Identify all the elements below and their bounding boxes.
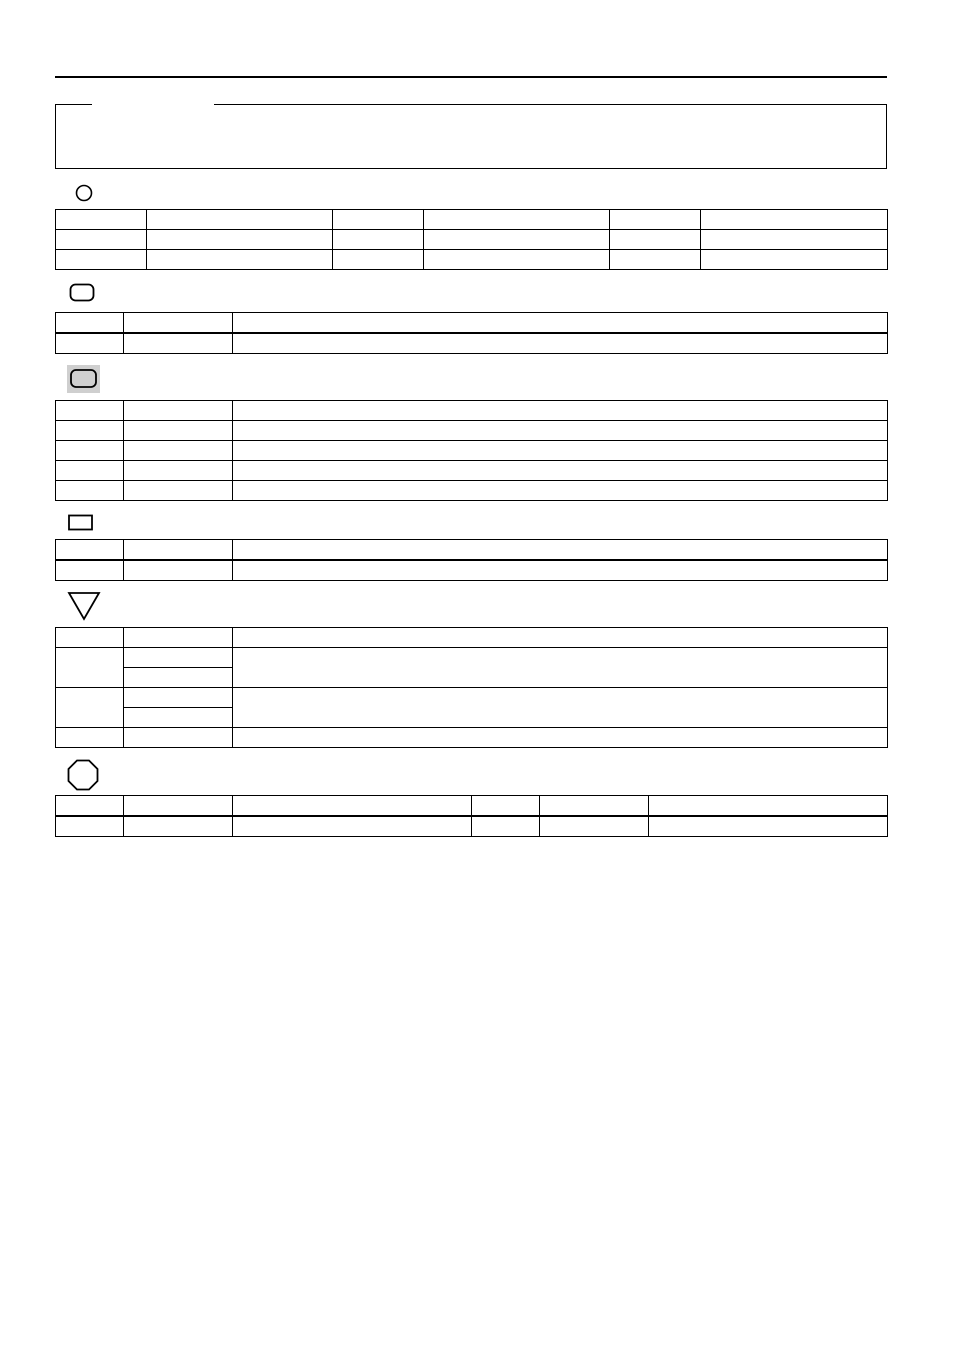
table-cell <box>701 230 888 250</box>
table-cell <box>56 648 124 688</box>
table-row <box>56 628 888 648</box>
table-cell <box>233 540 888 561</box>
shaded-rounded-rect-table <box>55 400 888 501</box>
table-cell <box>333 230 424 250</box>
table-cell <box>56 728 124 748</box>
table-row <box>56 210 888 230</box>
table-cell <box>56 560 124 581</box>
table-cell <box>424 230 610 250</box>
table-row <box>56 250 888 270</box>
circle-table <box>55 209 888 270</box>
table-cell <box>472 796 540 817</box>
table-cell <box>124 816 233 837</box>
table-cell <box>56 628 124 648</box>
table-row <box>56 401 888 421</box>
table-cell <box>649 816 888 837</box>
table-cell <box>124 481 233 501</box>
table-cell <box>56 540 124 561</box>
table-cell <box>233 560 888 581</box>
table-cell <box>56 333 124 354</box>
table-cell <box>233 421 888 441</box>
table-header-row <box>56 796 888 817</box>
table-cell <box>56 313 124 334</box>
table-cell <box>124 421 233 441</box>
table-cell <box>701 250 888 270</box>
triangle-down-icon <box>67 591 101 621</box>
table-row <box>56 688 888 708</box>
table-row <box>56 481 888 501</box>
table-cell <box>124 333 233 354</box>
header-rule <box>55 76 887 78</box>
table-cell <box>233 728 888 748</box>
table-cell <box>56 401 124 421</box>
table-cell <box>424 210 610 230</box>
table-cell <box>540 796 649 817</box>
table-row <box>56 461 888 481</box>
rounded-rect-icon <box>69 283 95 303</box>
table-cell <box>124 688 233 708</box>
table-cell <box>649 796 888 817</box>
table-cell <box>701 210 888 230</box>
table-cell <box>56 688 124 728</box>
table-cell <box>472 816 540 837</box>
table-cell <box>56 210 147 230</box>
table-cell <box>56 421 124 441</box>
note-label <box>92 102 214 107</box>
table-cell <box>124 441 233 461</box>
table-cell <box>124 540 233 561</box>
table-cell <box>233 796 472 817</box>
table-cell <box>56 250 147 270</box>
table-row <box>56 421 888 441</box>
table-row <box>56 441 888 461</box>
table-cell <box>233 816 472 837</box>
rounded-rect-table <box>55 312 888 354</box>
table-cell <box>56 441 124 461</box>
table-cell <box>147 250 333 270</box>
table-cell <box>147 210 333 230</box>
table-header-row <box>56 313 888 334</box>
table-cell <box>610 250 701 270</box>
triangle-table <box>55 627 888 748</box>
table-cell <box>124 401 233 421</box>
table-header-row <box>56 540 888 561</box>
table-cell <box>233 441 888 461</box>
rectangle-icon <box>68 514 94 532</box>
table-cell <box>233 648 888 688</box>
table-cell <box>124 461 233 481</box>
table-cell <box>610 230 701 250</box>
table-row <box>56 648 888 668</box>
table-cell <box>56 796 124 817</box>
table-cell <box>56 481 124 501</box>
note-text <box>56 105 886 133</box>
table-cell <box>233 401 888 421</box>
table-cell <box>124 648 233 668</box>
table-cell <box>124 560 233 581</box>
table-cell <box>124 728 233 748</box>
table-cell <box>56 230 147 250</box>
table-cell <box>610 210 701 230</box>
table-cell <box>233 313 888 334</box>
table-cell <box>233 461 888 481</box>
rectangle-table <box>55 539 888 581</box>
table-cell <box>124 668 233 688</box>
table-cell <box>540 816 649 837</box>
table-row <box>56 728 888 748</box>
table-cell <box>124 796 233 817</box>
circle-icon <box>75 184 93 202</box>
table-cell <box>233 688 888 728</box>
shaded-rounded-rect-icon <box>67 365 100 393</box>
table-cell <box>124 628 233 648</box>
table-cell <box>124 708 233 728</box>
table-cell <box>56 461 124 481</box>
table-row <box>56 560 888 581</box>
table-cell <box>233 481 888 501</box>
table-cell <box>56 816 124 837</box>
table-cell <box>233 333 888 354</box>
octagon-table <box>55 795 888 837</box>
table-cell <box>233 628 888 648</box>
table-row <box>56 230 888 250</box>
table-row <box>56 816 888 837</box>
table-row <box>56 333 888 354</box>
table-cell <box>124 313 233 334</box>
table-cell <box>147 230 333 250</box>
octagon-icon <box>67 759 99 791</box>
note-box <box>55 104 887 169</box>
table-cell <box>333 250 424 270</box>
table-cell <box>424 250 610 270</box>
table-cell <box>333 210 424 230</box>
